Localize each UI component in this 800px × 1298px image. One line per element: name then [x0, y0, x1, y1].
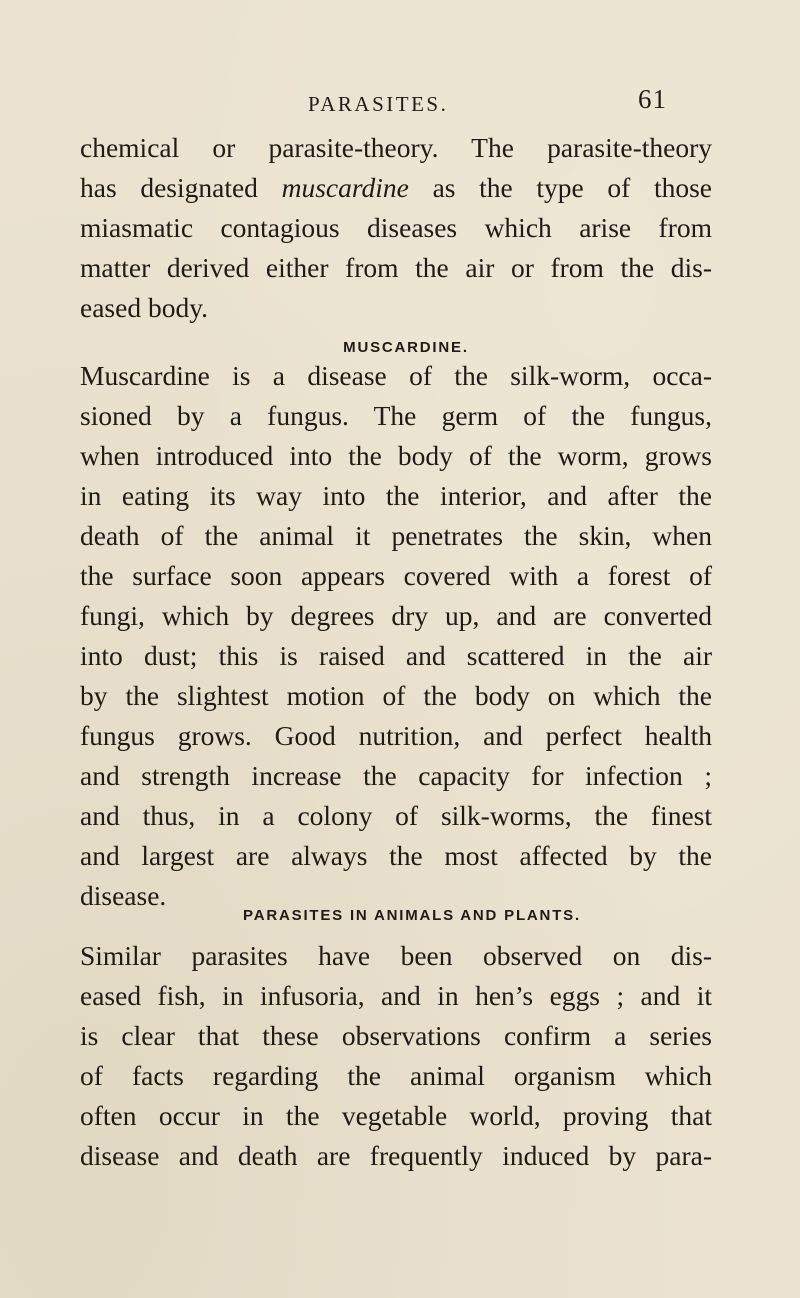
text-line: miasmatic contagious diseases which arise from	[80, 212, 712, 243]
italic-term: muscardine	[281, 172, 409, 203]
text-line: has designated muscardine as the type of those	[80, 172, 713, 203]
page-number: 61	[638, 84, 667, 114]
text-line: and strength increase the capacity for infection ;	[80, 760, 712, 791]
text-line: often occur in the vegetable world, proving that	[80, 1100, 712, 1131]
text-line: matter derived either from the air or from the dis-	[80, 252, 712, 283]
text-line: of facts regarding the animal organism which	[80, 1060, 712, 1091]
text-line: Similar parasites have been observed on dis-	[80, 940, 712, 971]
text-line: death of the animal it penetrates the skin, when	[80, 520, 712, 551]
text-line: disease.	[80, 880, 167, 911]
text-line: fungi, which by degrees dry up, and are converted	[80, 600, 712, 631]
text-line: eased body.	[80, 292, 209, 323]
text-line: when introduced into the body of the worm, grows	[80, 440, 712, 471]
text-line: is clear that these observations confirm a series	[80, 1020, 712, 1051]
paragraph-muscardine	[80, 356, 712, 916]
section-heading-parasites: PARASITES IN ANIMALS AND PLANTS.	[243, 907, 581, 924]
text-line: the surface soon appears covered with a forest of	[80, 560, 712, 591]
text-line: disease and death are frequently induced by para-	[80, 1140, 712, 1171]
paragraph-continued	[80, 128, 712, 328]
text-line: sioned by a fungus. The germ of the fungus,	[80, 400, 712, 431]
running-header	[0, 84, 800, 124]
text-line: eased fish, in infusoria, and in hen’s eggs ; and it	[80, 980, 712, 1011]
running-title: PARASITES.	[308, 92, 449, 116]
text-line: fungus grows. Good nutrition, and perfect health	[80, 720, 712, 751]
text-line: Muscardine is a disease of the silk-worm, occa-	[80, 360, 712, 391]
text-line: and thus, in a colony of silk-worms, the finest	[80, 800, 712, 831]
text-line: and largest are always the most affected by the	[80, 840, 712, 871]
text-line: in eating its way into the interior, and after the	[80, 480, 712, 511]
text-line: into dust; this is raised and scattered in the air	[80, 640, 712, 671]
paragraph-parasites	[80, 936, 712, 1176]
text-line: chemical or parasite-theory. The parasite-theory	[80, 132, 712, 163]
section-heading-muscardine: MUSCARDINE.	[343, 339, 469, 356]
text-line: by the slightest motion of the body on which the	[80, 680, 712, 711]
